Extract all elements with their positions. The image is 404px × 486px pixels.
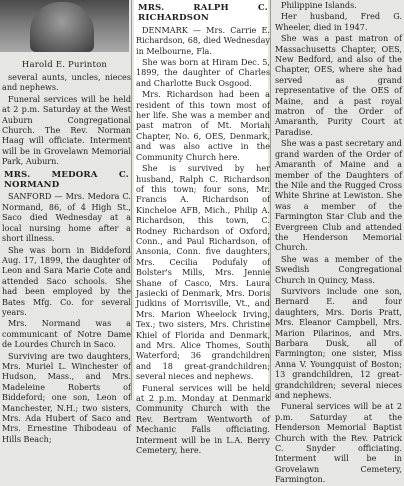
middle-column-text [134, 2, 272, 456]
column-divider [270, 0, 271, 400]
portrait-photo [0, 0, 129, 52]
paragraph: Mrs. Richardson had been a resident of this town most of her life. She was a member and past matron of Mt. Moriah Chapter, No. 6, OES, Denmark, and was also active in the Community Church here. [136, 89, 270, 162]
paragraph: Surviving are two daughters, Mrs. Muriel L. Winchester of Hudson, Mass., and Mrs. Madeleine Roberts of Biddeford; one son, Leon of Manchester, N.H.; two sisters, Mrs. Ada Hubert of Saco and Mrs. Ernestine Thibodeau of Hills Beach; [2, 350, 131, 444]
middle-column [134, 0, 270, 456]
paragraph: She was born at Hiram Dec. 5, 1899, the daughter of Charles and Charlotte Buck Osgood. [136, 57, 270, 88]
paragraph: DENMARK — Mrs. Carrie E. Richardson, 68, died Wednesday in Melbourne, Fla. [136, 24, 270, 56]
photo-caption: Harold E. Purinton [21, 60, 108, 70]
paragraph: Mrs. Normand was a communicant of Notre Dame de Lourdes Church in Saco. [2, 318, 131, 350]
paragraph: Funeral services will be held at 2 p.m. Monday at Denmark Community Church with the Rev. Bertram Wentworth of Mechanic Falls officiating. Interment will be in L.A. Berry Cemetery, here. [136, 382, 270, 456]
obituary-heading: MRS. RALPH C. RICHARDSON [138, 3, 268, 24]
paragraph: several aunts, uncles, nieces and nephews. [2, 72, 131, 93]
right-column [273, 0, 402, 485]
obituary-heading: MRS. MEDORA C. NORMAND [4, 169, 129, 191]
left-column-text [0, 72, 133, 445]
paragraph: She is survived by her husband, Ralph C. Richardson of this town; four sons, Mr. Francis A. Richardson of Kincheloe AFB, Mich., Philip A. Richardson, this town, C. Rodney Richardson of Oxford, Conn., and Paul Richardson, of Ansonia, Conn. five daughters, Mrs. Cecilia Podufaly of Bolster's Mills, Mrs. Jennie Shane of Casco, Mrs. Laura Jasiecki of Denmark, Mrs. Doris Judkins of Morrisville, Vt., and Mrs. Marion Wheelock Irving, Tex.; two sisters, Mrs. Christine Khiel of Florida and Denmark, and Mrs. Alice Thomes, South Waterford; 36 grandchildren and 18 great-grandchildren; several nieces and nephews. [136, 163, 270, 382]
paragraph: She was born in Biddeford Aug. 17, 1899, the daughter of Leon and Sara Marie Cote and attended Saco schools. She had been employed by the Bates Mfg. Co. for several years. [2, 244, 131, 317]
paragraph: She was a member of the Swedish Congregational Church in Quincy, Mass. [275, 253, 402, 285]
paragraph: Her husband, Fred G. Wheeler, died in 1947. [275, 11, 402, 32]
paragraph: She was a past matron of Massachusetts Chapter, OES, New Bedford, and also of the Chapter, OES, where she had served as grand representative of the OES of Maine, and a past royal matron of the Order of Amaranth, Purity Court at Paradise. [275, 33, 402, 137]
paragraph: Funeral services will be held at 2 p.m. Saturday at the West Auburn Congregational Church. The Rev. Norman Haag will officiate. Interment will be in Grovelawn Memorial Park, Auburn. [2, 93, 131, 167]
paragraph: Funeral services will be at 2 p.m. Saturday at the Henderson Memorial Baptist Church with the Rev. Patrick C. Snyder officiating. Interment will be in Grovelawn Cemetery, Farmington. [275, 401, 402, 485]
left-column [0, 0, 131, 444]
paragraph: She was a past secretary and grand warden of the Order of Amaranth of Maine and a member of the Daughters of the Nile and the Rugged Cross White Shrine at Lewiston. She was a member of the Farmington Star Club and the Evergreen Club and attended the Henderson Memorial Church. [275, 138, 402, 253]
paragraph: SANFORD — Mrs. Medora C. Normand, 86, of 4 High St., Saco died Wednesday at a local nursing home after a short illness. [2, 191, 131, 244]
right-column-text [273, 0, 404, 486]
paragraph: Philippine Islands. [281, 0, 357, 10]
portrait-figure [30, 2, 94, 52]
column-divider [131, 0, 132, 400]
paragraph: Survivors include one son, Bernard E. and four daughters, Mrs. Doris Pratt, Mrs. Eleanor Campbell, Mrs. Marion Pilarinos, and Mrs. Barbara Dusk, all of Farmington; one sister, Miss Anna V. Youngquist of Boston; 13 grandchildren, 12 great-grandchildren; several nieces and nephews. [275, 285, 402, 401]
